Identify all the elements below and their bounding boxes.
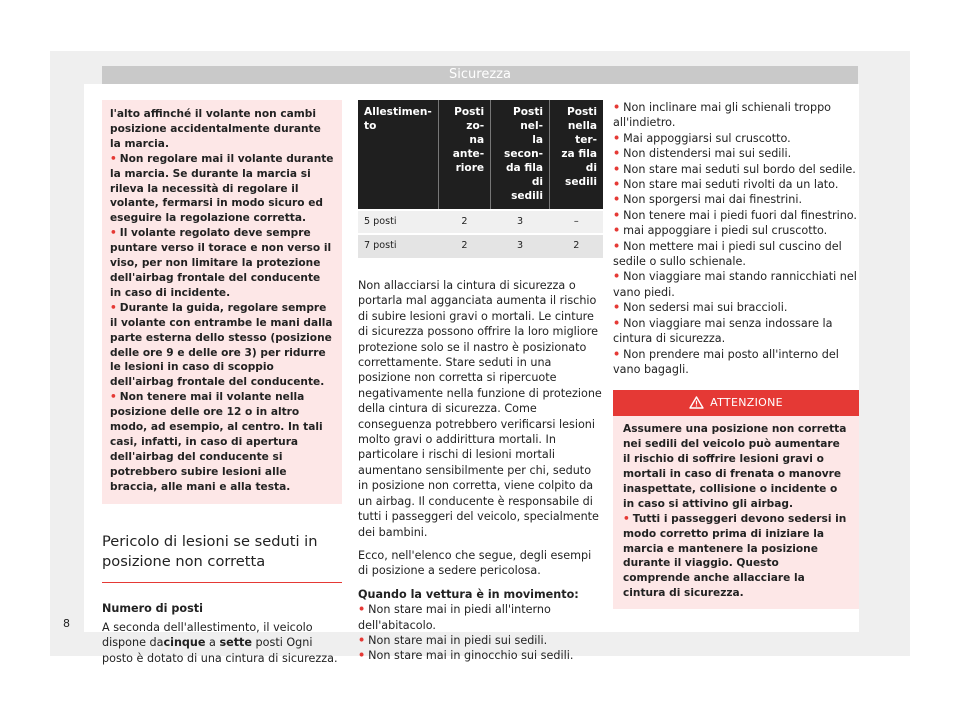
- warning-text: l'alto affinché il volante non cambi posizione accidentalmente durante la marcia.: [110, 108, 321, 150]
- bullet-dot-icon: •: [358, 633, 366, 647]
- warning-bullet: • Il volante regolato deve sempre puntare verso il torace e non verso il viso, per non limitare la protezione dell'airbag frontale del conducente in caso di incidente.: [110, 227, 332, 299]
- table-cell: 3: [491, 210, 550, 234]
- warning-triangle-icon: [689, 396, 704, 409]
- paragraph: A seconda dell'allestimento, il veicolo dispone dacinque a sette posti Ogni posto è dotato di una cintura di sicurezza.: [102, 620, 338, 665]
- list-item: • Non stare mai in ginocchio sui sedili.: [358, 649, 574, 663]
- table-cell: –: [550, 210, 603, 234]
- table-header-row: [358, 100, 603, 210]
- table-header-cell: Posti zo- na ante- riore: [438, 100, 490, 210]
- bullet-dot-icon: •: [623, 512, 630, 525]
- bullet-dot-icon: •: [358, 603, 366, 617]
- attention-header: [613, 390, 859, 416]
- warning-bullet: • Non regolare mai il volante durante la marcia. Se durante la marcia si rileva la necessità di regolare il volante, fermarsi in modo sicuro ed eseguire la regolazione corretta.: [110, 152, 334, 225]
- bullet-dot-icon: •: [613, 270, 621, 284]
- bullet-dot-icon: •: [110, 301, 117, 314]
- bullet-dot-icon: •: [110, 391, 117, 404]
- list-item: • Non stare mai in piedi sui sedili.: [358, 633, 548, 647]
- subheading: Quando la vettura è in movimento:: [358, 587, 579, 601]
- list-item: • Non prendere mai posto all'interno del vano bagagli.: [613, 347, 839, 376]
- section-title: Sicurezza: [449, 67, 511, 82]
- list-item: • Non stare mai seduti rivolti da un lato.: [613, 178, 839, 192]
- table-header-cell: Posti nella ter- za fila di sedili: [550, 100, 603, 210]
- bullet-dot-icon: •: [613, 162, 621, 176]
- seats-table: [358, 100, 603, 258]
- bullet-dot-icon: •: [613, 147, 621, 161]
- table-cell: 2: [438, 234, 490, 258]
- list-item: • mai appoggiare i piedi sul cruscotto.: [613, 224, 828, 238]
- bullet-dot-icon: •: [613, 178, 621, 192]
- table-header-cell: Allestimen- to: [358, 100, 438, 210]
- table-row: [358, 234, 603, 258]
- list-item: • Non viaggiare mai senza indossare la cintura di sicurezza.: [613, 316, 833, 346]
- section-heading: Pericolo di lesioni se seduti in posizione non corretta: [102, 532, 318, 570]
- section-heading-block: [102, 532, 342, 583]
- paragraph: Non allacciarsi la cintura di sicurezza o portarla mal agganciata aumenta il rischio di subire lesioni gravi o mortali. Le cinture di sicurezza possono offrire la loro migliore protezione solo se il nastro è posizionato correttamente. Stare seduti in una posizione non corretta si ripercuote negativamente nella funzione di protezione della cintura di sicurezza. Come conseguenza potrebbero verificarsi lesioni molto gravi o addirittura mortali. In particolare i rischi di lesioni mortali aumentano sensibilmente per chi, seduto in posizione non corretta, viene colpito da un airbag. Il conducente è responsabile di tutti i passeggeri del veicolo, specialmente dei bambini.: [358, 279, 602, 539]
- list-item: • Mai appoggiarsi sul cruscotto.: [613, 131, 791, 145]
- page-number: 8: [63, 617, 70, 630]
- attention-box: [613, 390, 859, 609]
- subheading: Numero di posti: [102, 601, 203, 615]
- bullet-dot-icon: •: [613, 316, 621, 330]
- list-item: • Non viaggiare mai stando rannicchiati nel vano piedi.: [613, 270, 857, 299]
- attention-bullet: • Tutti i passeggeri devono sedersi in modo corretto prima di iniziare la marcia e mantenere la posizione durante il viaggio. Questo comprende anche allacciare la cintura di sicurezza.: [623, 512, 847, 600]
- table-cell: 7 posti: [358, 234, 438, 258]
- table-cell: 5 posti: [358, 210, 438, 234]
- bullet-dot-icon: •: [613, 101, 621, 114]
- list-item: • Non distendersi mai sui sedili.: [613, 147, 792, 161]
- bullet-dot-icon: •: [110, 152, 117, 165]
- bullet-dot-icon: •: [613, 208, 621, 222]
- section-header: [102, 66, 858, 84]
- bullet-dot-icon: •: [358, 649, 366, 663]
- list-item: • Non mettere mai i piedi sul cuscino del sedile o sullo schienale.: [613, 239, 842, 269]
- table-cell: 3: [491, 234, 550, 258]
- column-right: [613, 100, 859, 609]
- warning-bullet: • Durante la guida, regolare sempre il volante con entrambe le mani dalla parte esterna dello stesso (posizione delle ore 9 e delle ore 3) per ridurre le lesioni in caso di scoppio dell'airbag frontale del conducente.: [110, 301, 333, 389]
- paragraph: Ecco, nell'elenco che segue, degli esempi di posizione a sedere pericolosa.: [358, 548, 592, 578]
- bullet-dot-icon: •: [613, 301, 621, 315]
- list-item: • Non sedersi mai sui braccioli.: [613, 301, 788, 315]
- table-row: [358, 210, 603, 234]
- table-cell: 2: [550, 234, 603, 258]
- bullet-dot-icon: •: [613, 224, 621, 238]
- bullet-dot-icon: •: [613, 239, 621, 253]
- bullet-dot-icon: •: [613, 347, 621, 361]
- warning-box-continuation: [102, 100, 342, 504]
- column-middle: [358, 100, 603, 664]
- bullet-dot-icon: •: [110, 227, 117, 240]
- attention-text: Assumere una posizione non corretta nei sedili del veicolo può aumentare il rischio di soffrire lesioni gravi o mortali in caso di frenata o manovre inaspettate, collisione o incidente o in caso si attivino gli airbag.: [623, 423, 847, 510]
- bullet-dot-icon: •: [613, 193, 621, 207]
- list-item: • Non tenere mai i piedi fuori dal finestrino.: [613, 208, 857, 222]
- attention-body: [613, 416, 859, 609]
- bullet-dot-icon: •: [613, 131, 621, 145]
- warning-bullet: • Non tenere mai il volante nella posizione delle ore 12 o in altro modo, ad esempio, al centro. In tali casi, infatti, in caso di apertura dell'airbag del conducente si potrebbero subire lesioni alle braccia, alle mani e alla testa.: [110, 391, 323, 493]
- list-item: • Non stare mai seduti sul bordo del sedile.: [613, 162, 856, 176]
- table-header-cell: Posti nel- la secon- da fila di sedili: [491, 100, 550, 210]
- attention-title: ATTENZIONE: [710, 396, 783, 410]
- table-cell: 2: [438, 210, 490, 234]
- list-item: • Non inclinare mai gli schienali troppo all'indietro.: [613, 101, 832, 130]
- list-item: • Non sporgersi mai dai finestrini.: [613, 193, 803, 207]
- list-item: • Non stare mai in piedi all'interno dell'abitacolo.: [358, 603, 551, 632]
- column-left: [102, 100, 342, 666]
